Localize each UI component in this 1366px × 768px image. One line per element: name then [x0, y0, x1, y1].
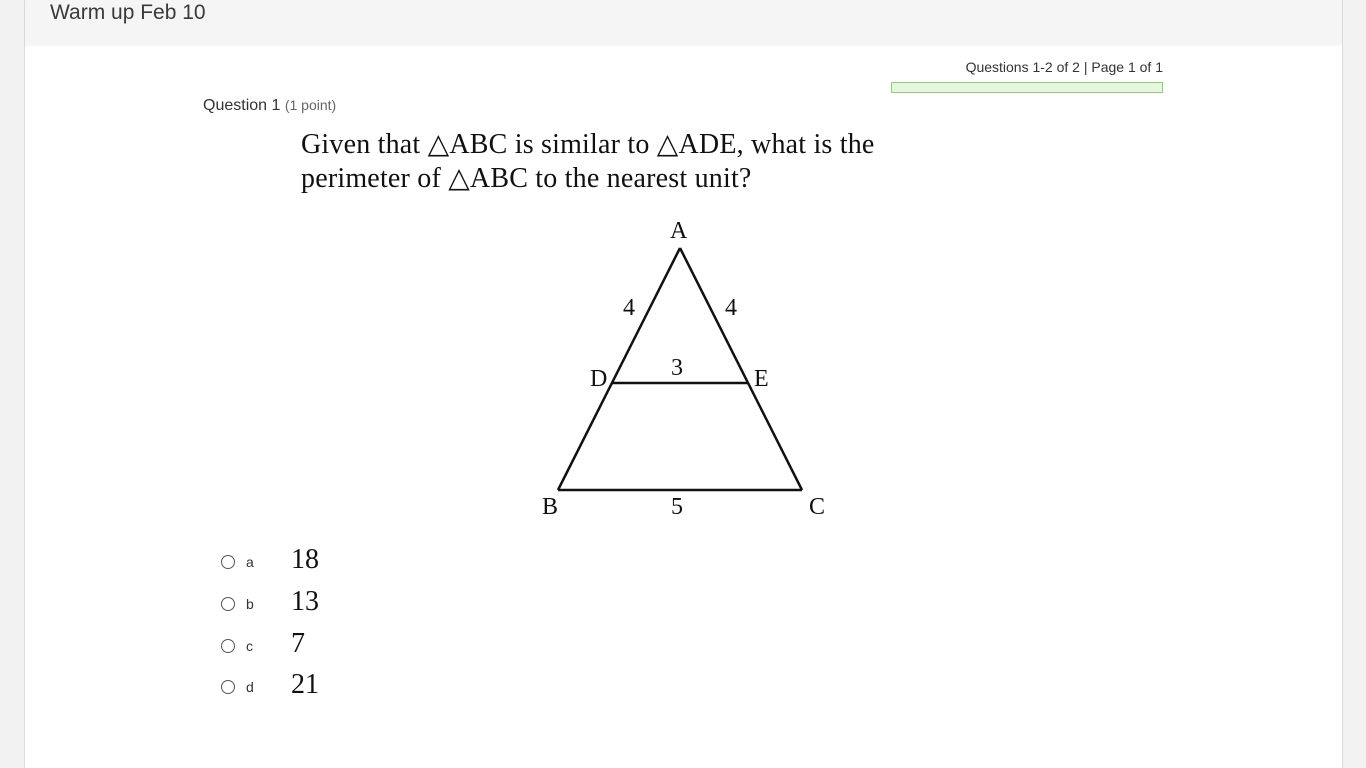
question-points: (1 point)	[284, 97, 337, 113]
label-length-ad: 4	[623, 295, 635, 321]
label-length-de: 3	[671, 355, 683, 381]
label-vertex-e: E	[754, 366, 769, 392]
choice-value-a: 18	[291, 544, 319, 575]
triangle-figure	[25, 0, 1342, 768]
prompt-line-2: perimeter of △ABC to the nearest unit?	[301, 163, 752, 194]
radio-button-b[interactable]	[221, 597, 235, 611]
quiz-page	[24, 0, 1343, 768]
edge-ab	[558, 248, 680, 490]
label-vertex-d: D	[590, 366, 608, 392]
label-vertex-c: C	[809, 494, 826, 520]
question-number: Question 1	[203, 97, 281, 114]
radio-button-d[interactable]	[221, 680, 235, 694]
edge-ac	[680, 248, 802, 490]
label-vertex-b: B	[542, 494, 559, 520]
radio-button-a[interactable]	[221, 555, 235, 569]
page-title: Warm up Feb 10	[50, 1, 206, 24]
choice-letter-b: b	[246, 596, 254, 612]
choice-value-d: 21	[291, 669, 319, 700]
choice-letter-d: d	[246, 679, 254, 695]
label-length-ae: 4	[725, 295, 737, 321]
question-range-status: Questions 1-2 of 2 | Page 1 of 1	[965, 59, 1163, 75]
choice-letter-c: c	[246, 638, 253, 654]
choice-letter-a: a	[246, 554, 254, 570]
radio-button-c[interactable]	[221, 639, 235, 653]
prompt-line-1: Given that △ABC is similar to △ADE, what is the	[301, 129, 875, 160]
label-vertex-a: A	[670, 218, 688, 244]
choice-value-b: 13	[291, 586, 319, 617]
choice-value-c: 7	[291, 628, 305, 659]
label-length-bc: 5	[671, 494, 683, 520]
